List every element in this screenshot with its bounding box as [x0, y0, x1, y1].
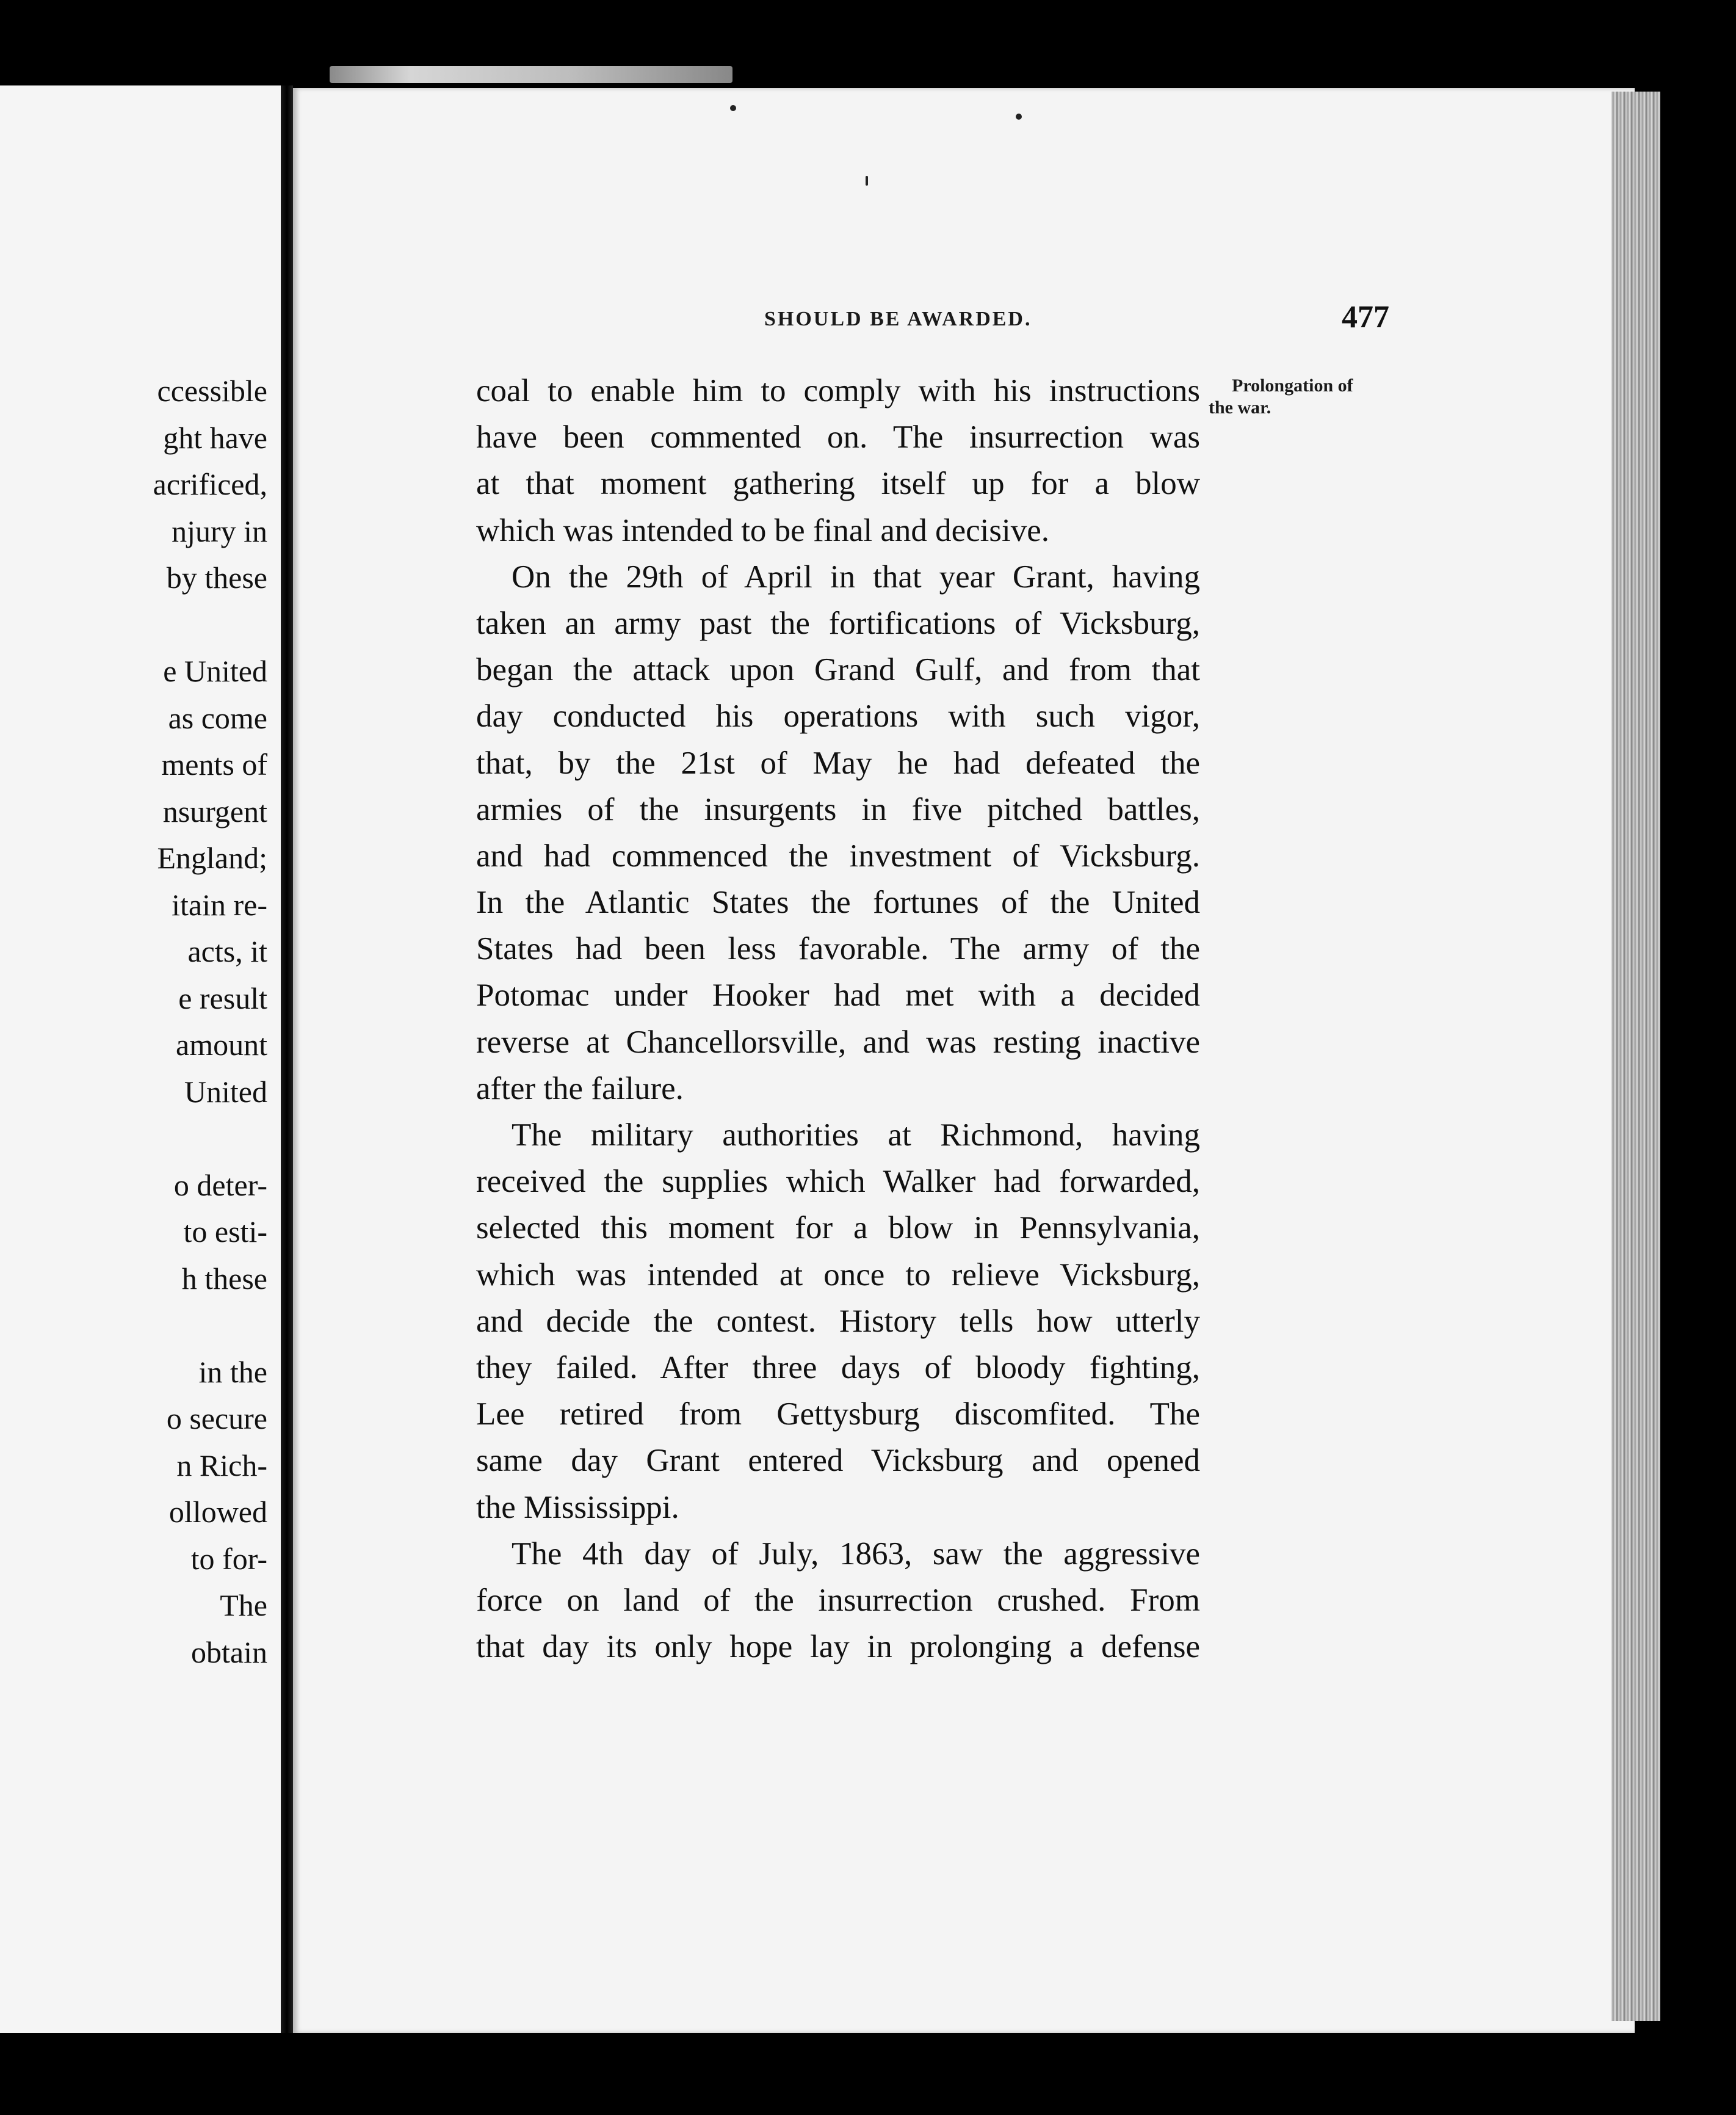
text-line: which was intended at once to relieve Vicksburg, — [476, 1257, 1200, 1293]
text-line: The 4th day of July, 1863, saw the aggressive — [512, 1536, 1200, 1572]
margin-note — [1209, 375, 1392, 419]
previous-page-line: n Rich- — [176, 1448, 267, 1482]
previous-page-line: The — [220, 1588, 267, 1622]
previous-page-line: acrificed, — [153, 467, 267, 501]
previous-page-line — [153, 1115, 267, 1162]
previous-page-line: ollowed — [168, 1495, 267, 1529]
text-line: coal to enable him to comply with his instructions — [476, 373, 1200, 408]
margin-note-line: Prolongation of — [1232, 375, 1353, 396]
previous-page-line: o deter- — [173, 1167, 267, 1202]
previous-page-line: ght have — [163, 420, 267, 455]
text-line: and had commenced the investment of Vicksburg. — [476, 838, 1200, 874]
text-line: Potomac under Hooker had met with a decided — [476, 978, 1200, 1014]
previous-page-line: e United — [163, 654, 267, 688]
text-line: same day Grant entered Vicksburg and opened — [476, 1443, 1200, 1479]
text-line: Lee retired from Gettysburg discomfited. The — [476, 1396, 1200, 1432]
text-line: began the attack upon Grand Gulf, and from that — [476, 652, 1200, 688]
previous-page — [0, 85, 281, 2033]
previous-page-line: obtain — [191, 1634, 267, 1669]
text-line: that, by the 21st of May he had defeated the — [476, 745, 1200, 781]
margin-note-line: the war. — [1209, 397, 1271, 418]
text-line: selected this moment for a blow in Pennsylvania, — [476, 1210, 1200, 1246]
page-edges — [1611, 92, 1660, 2021]
previous-page-line: to esti- — [183, 1214, 267, 1249]
text-line: taken an army past the fortifications of Vicksburg, — [476, 605, 1200, 641]
previous-page-line: amount — [176, 1028, 267, 1062]
text-line: day conducted his operations with such vigor, — [476, 698, 1200, 735]
previous-page-line — [153, 601, 267, 648]
text-line: they failed. After three days of bloody fighting, — [476, 1349, 1200, 1385]
previous-page-line: by these — [166, 560, 267, 595]
text-line: after the failure. — [476, 1070, 684, 1106]
text-line: States had been less favorable. The army of the — [476, 931, 1200, 967]
previous-page-line: United — [184, 1074, 267, 1109]
text-line: at that moment gathering itself up for a blow — [476, 466, 1200, 502]
previous-page-line — [153, 1302, 267, 1349]
text-line: In the Atlantic States the fortunes of the United — [476, 885, 1200, 921]
previous-page-line: e result — [178, 981, 267, 1015]
text-line: have been commented on. The insurrection was — [476, 419, 1200, 455]
page-number: 477 — [1342, 300, 1389, 335]
previous-page-line: itain re- — [172, 887, 267, 922]
previous-page-line: ments of — [161, 747, 267, 782]
text-line: On the 29th of April in that year Grant, having — [512, 559, 1200, 595]
previous-page-line: nsurgent — [162, 794, 267, 829]
previous-page-line: England; — [157, 841, 267, 875]
scan-speck — [1016, 114, 1022, 120]
text-line: which was intended to be final and decisive. — [476, 512, 1049, 548]
text-line: the Mississippi. — [476, 1489, 679, 1525]
text-line: The military authorities at Richmond, having — [512, 1117, 1200, 1153]
book-gutter — [281, 85, 293, 2033]
text-line: that day its only hope lay in prolonging a defense — [476, 1629, 1200, 1665]
running-head: SHOULD BE AWARDED. — [764, 308, 1032, 330]
previous-page-line: h these — [181, 1261, 267, 1296]
text-line: armies of the insurgents in five pitched battles, — [476, 791, 1200, 827]
text-line: reverse at Chancellorsville, and was resting inactive — [476, 1024, 1200, 1060]
scan-edge-sliver — [330, 66, 732, 83]
text-line: and decide the contest. History tells how utterly — [476, 1303, 1200, 1339]
previous-page-line: in the — [198, 1354, 267, 1389]
previous-page-line: ccessible — [157, 374, 267, 408]
scan-speck — [730, 105, 736, 111]
text-line: force on land of the insurrection crushed. From — [476, 1582, 1200, 1618]
scan-speck — [866, 176, 868, 186]
previous-page-line: as come — [168, 700, 267, 735]
body-text — [476, 368, 1200, 1670]
previous-page-line: to for- — [190, 1541, 267, 1576]
previous-page-text — [153, 368, 267, 1675]
text-line: received the supplies which Walker had forwarded, — [476, 1164, 1200, 1200]
previous-page-line: njury in — [172, 513, 267, 548]
previous-page-line: o secure — [166, 1401, 267, 1435]
previous-page-line: acts, it — [187, 934, 267, 968]
